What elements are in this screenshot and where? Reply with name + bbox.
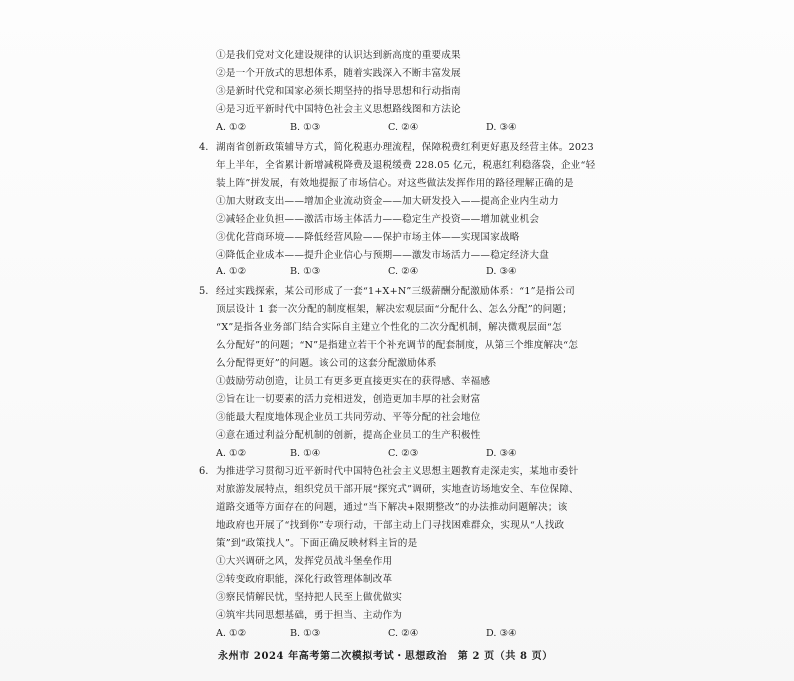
q6-stem-line-4: 地政府也开展了“找到你”专项行动，干部主动上门寻找困难群众，实现从“人找政 — [216, 520, 565, 531]
q6-option-d: D. ③④ — [486, 628, 517, 639]
q6-option-c: C. ②④ — [388, 628, 419, 639]
q3-item-4: ④是习近平新时代中国特色社会主义思想路线图和方法论 — [216, 104, 461, 115]
q4-option-c: C. ②④ — [388, 266, 419, 277]
q6-number: 6. — [199, 466, 209, 477]
q3-option-c: C. ②④ — [388, 122, 419, 133]
q3-option-b: B. ①③ — [290, 122, 321, 133]
q5-number: 5. — [199, 286, 209, 297]
q4-item-4: ④降低企业成本——提升企业信心与预期——激发市场活力——稳定经济大盘 — [216, 250, 549, 261]
q4-number: 4. — [199, 142, 209, 153]
q5-item-1: ①鼓励劳动创造，让员工有更多更直接更实在的获得感、幸福感 — [216, 376, 491, 387]
q5-option-b: B. ①④ — [290, 448, 321, 459]
q4-stem-line-3: 装上阵”拼发展，有效地提振了市场信心。对这些做法发挥作用的路径理解正确的是 — [216, 178, 574, 189]
q3-item-3: ③是新时代党和国家必须长期坚持的指导思想和行动指南 — [216, 86, 461, 97]
page-footer: 永州市 2024 年高考第二次模拟考试・思想政治 第 2 页（共 8 页） — [218, 651, 553, 662]
q5-option-d: D. ③④ — [486, 448, 517, 459]
q3-option-a: A. ①② — [216, 122, 247, 133]
q4-item-2: ②减轻企业负担——激活市场主体活力——稳定生产投资——增加就业机会 — [216, 214, 540, 225]
q5-stem-line-2: 顶层设计 1 套一次分配的制度框架，解决宏观层面“分配什么、怎么分配”的问题； — [216, 304, 572, 315]
q5-stem-line-5: 么分配得更好”的问题。该公司的这套分配激励体系 — [216, 358, 437, 369]
q4-option-d: D. ③④ — [486, 266, 517, 277]
q4-item-1: ①加大财政支出——增加企业流动资金——加大研发投入——提高企业内生动力 — [216, 196, 559, 207]
q5-stem-line-4: 么分配好”的问题；“N”是指建立若干个补充调节的配套制度，从第三个维度解决“怎 — [216, 340, 578, 351]
q6-stem-line-3: 道路交通等方面存在的问题，通过“当下解决+限期整改”的办法推动问题解决；该 — [216, 502, 568, 513]
q5-item-4: ④意在通过利益分配机制的创新，提高企业员工的生产积极性 — [216, 430, 481, 441]
q5-item-2: ②旨在让一切要素的活力竞相迸发，创造更加丰厚的社会财富 — [216, 394, 481, 405]
q5-stem-line-1: 经过实践探索，某公司形成了一套“1+X+N”三级薪酬分配激励体系：“1”是指公司 — [216, 286, 575, 297]
q5-item-3: ③能最大程度地体现企业员工共同劳动、平等分配的社会地位 — [216, 412, 481, 423]
q3-option-d: D. ③④ — [486, 122, 517, 133]
q6-item-2: ②转变政府职能，深化行政管理体制改革 — [216, 574, 393, 585]
q5-option-c: C. ②③ — [388, 448, 419, 459]
q3-item-2: ②是一个开放式的思想体系，随着实践深入不断丰富发展 — [216, 68, 461, 79]
q4-option-a: A. ①② — [216, 266, 247, 277]
q3-item-1: ①是我们党对文化建设规律的认识达到新高度的重要成果 — [216, 50, 461, 61]
q6-stem-line-1: 为推进学习贯彻习近平新时代中国特色社会主义思想主题教育走深走实，某地市委针 — [216, 466, 579, 477]
q4-item-3: ③优化营商环境——降低经营风险——保护市场主体——实现国家战略 — [216, 232, 520, 243]
q5-stem-line-3: “X”是指各业务部门结合实际自主建立个性化的二次分配机制，解决微观层面“怎 — [216, 322, 562, 333]
q6-option-b: B. ①③ — [290, 628, 321, 639]
q6-item-3: ③察民情解民忧，坚持把人民至上做优做实 — [216, 592, 403, 603]
q6-stem-line-2: 对旅游发展特点，组织党员干部开展“探究式”调研，实地查访场地安全、车位保障、 — [216, 484, 579, 495]
q5-option-a: A. ①② — [216, 448, 247, 459]
q4-option-b: B. ①③ — [290, 266, 321, 277]
q4-stem-line-2: 年上半年，全省累计新增减税降费及退税缓费 228.05 亿元，税惠红利稳落袋，企业“轻 — [216, 160, 596, 171]
q6-option-a: A. ①② — [216, 628, 247, 639]
q6-stem-line-5: 策”到“政策找人”。下面正确反映材料主旨的是 — [216, 538, 418, 549]
q4-stem-line-1: 湖南省创新政策辅导方式，简化税惠办理流程，保障税费红利更好惠及经营主体。2023 — [216, 142, 594, 153]
q6-item-4: ④筑牢共同思想基础，勇于担当、主动作为 — [216, 610, 403, 621]
q6-item-1: ①大兴调研之风，发挥党员战斗堡垒作用 — [216, 556, 393, 567]
